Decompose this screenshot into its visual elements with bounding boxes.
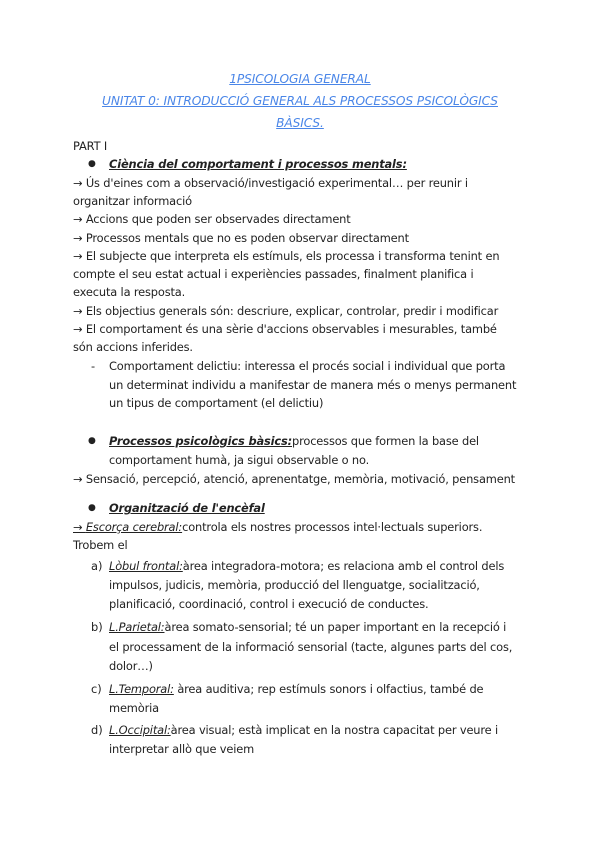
list-item-line: un determinat individu a manifestar de manera més o menys permanent — [109, 378, 517, 392]
paragraph-line: executa la resposta. — [73, 285, 186, 299]
lobe-line: dolor…) — [109, 659, 153, 673]
paragraph-line: → El subjecte que interpreta els estímuls, els processa i transforma tenint en — [73, 249, 500, 263]
lobe-line: interpretar allò que veiem — [109, 742, 255, 756]
lobe-text: àrea integradora-motora; es relaciona amb el control dels — [182, 559, 505, 573]
lobe-name: Lòbul frontal: — [109, 559, 183, 573]
bullet-icon: ● — [88, 159, 96, 169]
list-letter: c) — [91, 682, 102, 696]
list-letter: d) — [91, 723, 103, 737]
paragraph-line: → Sensació, percepció, atenció, aprenentatge, memòria, motivació, pensament — [73, 472, 515, 486]
lobe-line — [109, 723, 498, 737]
lobe-text: àrea auditiva; rep estímuls sonors i olfactius, també de — [173, 682, 484, 696]
lobe-name: L.Parietal: — [109, 620, 165, 634]
part-label: PART I — [73, 139, 108, 153]
cortex-line — [73, 520, 482, 534]
lobe-line — [109, 559, 504, 573]
section-text: comportament humà, ja sigui observable o no. — [109, 453, 370, 467]
bullet-icon: ● — [88, 436, 96, 446]
unit-title-continued: BÀSICS. — [276, 116, 324, 130]
lobe-text: àrea somato-sensorial; té un paper important en la recepció i — [164, 620, 507, 634]
arrow-text: → — [73, 520, 86, 534]
paragraph-line: són accions inferides. — [73, 340, 193, 354]
section-text: processos que formen la base del — [292, 434, 479, 448]
lobe-text: àrea visual; està implicat en la nostra capacitat per veure i — [170, 723, 499, 737]
paragraph-line: → Ús d'eines com a observació/investigació experimental… per reunir i — [73, 176, 468, 190]
list-letter: b) — [91, 620, 103, 634]
paragraph-line: Trobem el — [73, 538, 128, 552]
bullet-icon: ● — [88, 503, 96, 513]
unit-title: UNITAT 0: INTRODUCCIÓ GENERAL ALS PROCESSOS PSICOLÒGICS — [102, 94, 498, 108]
paragraph-line: organitzar informació — [73, 194, 192, 208]
lobe-line — [109, 682, 483, 696]
paragraph-line: → El comportament és una sèrie d'accions observables i mesurables, també — [73, 322, 497, 336]
lobe-line — [109, 620, 506, 634]
document-title: 1PSICOLOGIA GENERAL — [229, 72, 371, 86]
paragraph-line: compte el seu estat actual i experiències passades, finalment planifica i — [73, 267, 474, 281]
lobe-line: planificació, coordinació, control i execució de conductes. — [109, 597, 429, 611]
section-heading: Ciència del comportament i processos mentals: — [109, 157, 407, 171]
cortex-label: Escorça cerebral: — [85, 520, 183, 534]
paragraph-line: → Els objectius generals són: descriure, explicar, controlar, predir i modificar — [73, 304, 499, 318]
list-item-line: un tipus de comportament (el delictiu) — [109, 396, 324, 410]
cortex-text: controla els nostres processos intel·lectuals superiors. — [182, 520, 483, 534]
section-heading-line — [109, 434, 479, 448]
section-heading: Organització de l'encèfal — [109, 501, 265, 515]
lobe-line: el processament de la informació sensorial (tacte, algunes parts del cos, — [109, 640, 513, 654]
list-letter: a) — [91, 559, 103, 573]
lobe-name: L.Temporal: — [109, 682, 174, 696]
dash-marker: - — [91, 359, 95, 373]
lobe-line: impulsos, judicis, memòria, producció del llenguatge, socialització, — [109, 578, 480, 592]
section-heading: Processos psicològics bàsics: — [109, 434, 293, 448]
paragraph-line: → Accions que poden ser observades directament — [73, 212, 351, 226]
lobe-name: L.Occipital: — [109, 723, 171, 737]
list-item-line: Comportament delictiu: interessa el procés social i individual que porta — [109, 359, 506, 373]
lobe-line: memòria — [109, 701, 159, 715]
paragraph-line: → Processos mentals que no es poden observar directament — [73, 231, 409, 245]
